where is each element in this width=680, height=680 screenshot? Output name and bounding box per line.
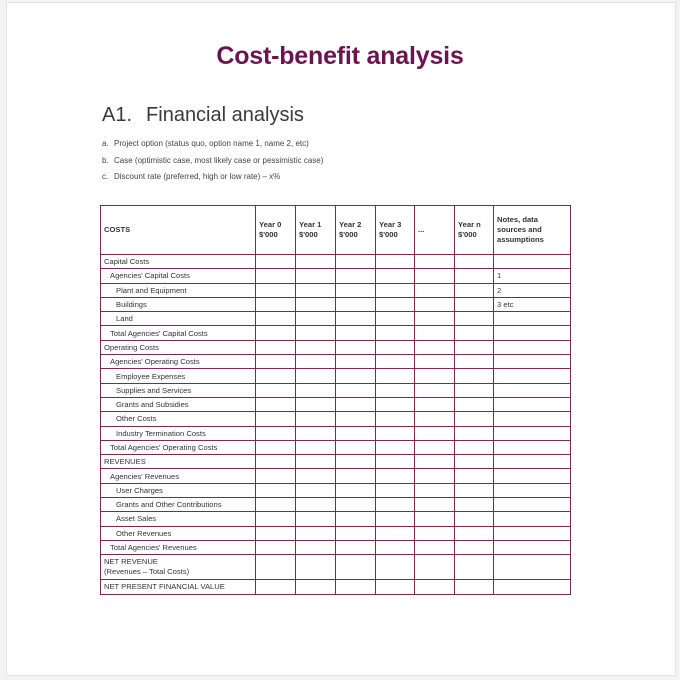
value-cell bbox=[376, 312, 415, 326]
value-cell bbox=[296, 540, 336, 554]
table-row bbox=[101, 297, 571, 311]
value-cell bbox=[336, 369, 376, 383]
value-cell bbox=[376, 412, 415, 426]
note-cell bbox=[494, 255, 571, 269]
value-cell bbox=[376, 483, 415, 497]
value-cell bbox=[256, 340, 296, 354]
value-cell bbox=[376, 355, 415, 369]
value-cell bbox=[455, 555, 494, 580]
row-label bbox=[101, 355, 256, 369]
value-cell bbox=[336, 580, 376, 594]
value-cell bbox=[376, 555, 415, 580]
value-cell bbox=[256, 312, 296, 326]
value-cell bbox=[415, 255, 455, 269]
value-cell bbox=[336, 483, 376, 497]
value-cell bbox=[256, 440, 296, 454]
section-number: A1. bbox=[102, 104, 133, 126]
table-row bbox=[101, 455, 571, 469]
row-label bbox=[101, 540, 256, 554]
note-cell bbox=[494, 526, 571, 540]
value-cell bbox=[415, 283, 455, 297]
value-cell bbox=[296, 469, 336, 483]
value-cell bbox=[415, 498, 455, 512]
value-cell bbox=[415, 540, 455, 554]
row-label-text: Industry Termination Costs bbox=[116, 428, 206, 438]
value-cell bbox=[296, 383, 336, 397]
value-cell bbox=[296, 512, 336, 526]
table-row bbox=[101, 340, 571, 354]
value-cell bbox=[336, 440, 376, 454]
table-row bbox=[101, 326, 571, 340]
value-cell bbox=[376, 512, 415, 526]
value-cell bbox=[256, 383, 296, 397]
value-cell bbox=[296, 326, 336, 340]
note-cell bbox=[494, 326, 571, 340]
row-label-subtext: (Revenues – Total Costs) bbox=[104, 567, 190, 577]
value-cell bbox=[336, 397, 376, 411]
value-cell bbox=[415, 580, 455, 594]
value-cell bbox=[376, 297, 415, 311]
row-label-text: Other Revenues bbox=[116, 528, 172, 538]
value-cell bbox=[376, 455, 415, 469]
financial-analysis-table bbox=[100, 205, 571, 595]
value-cell bbox=[296, 369, 336, 383]
value-cell bbox=[296, 580, 336, 594]
row-label bbox=[101, 440, 256, 454]
value-cell bbox=[455, 469, 494, 483]
value-cell bbox=[415, 297, 455, 311]
value-cell bbox=[376, 498, 415, 512]
value-cell bbox=[376, 383, 415, 397]
table-row bbox=[101, 426, 571, 440]
value-cell bbox=[455, 580, 494, 594]
table-row bbox=[101, 512, 571, 526]
value-cell bbox=[376, 540, 415, 554]
note-cell bbox=[494, 555, 571, 580]
note-cell bbox=[494, 397, 571, 411]
value-cell bbox=[415, 369, 455, 383]
value-cell bbox=[415, 326, 455, 340]
value-cell bbox=[455, 397, 494, 411]
value-cell bbox=[296, 355, 336, 369]
value-cell bbox=[296, 297, 336, 311]
row-label-text: Supplies and Services bbox=[116, 385, 192, 395]
value-cell bbox=[336, 340, 376, 354]
value-cell bbox=[296, 455, 336, 469]
value-cell bbox=[256, 426, 296, 440]
value-cell bbox=[336, 526, 376, 540]
note-cell: 1 bbox=[494, 269, 571, 283]
value-cell bbox=[256, 369, 296, 383]
note-cell bbox=[494, 540, 571, 554]
value-cell bbox=[256, 355, 296, 369]
value-cell bbox=[455, 283, 494, 297]
section-title: Financial analysis bbox=[146, 104, 304, 126]
value-cell bbox=[296, 526, 336, 540]
value-cell bbox=[256, 483, 296, 497]
row-label-text: Buildings bbox=[116, 300, 147, 310]
value-cell bbox=[376, 340, 415, 354]
header-ellipsis: ... bbox=[415, 206, 455, 255]
row-label-text: Capital Costs bbox=[104, 257, 150, 267]
row-label bbox=[101, 555, 256, 580]
row-label-text: NET REVENUE bbox=[104, 557, 158, 567]
row-label-text: Plant and Equipment bbox=[116, 285, 187, 295]
value-cell bbox=[256, 412, 296, 426]
value-cell bbox=[376, 580, 415, 594]
value-cell bbox=[296, 483, 336, 497]
value-cell bbox=[336, 326, 376, 340]
table-row bbox=[101, 412, 571, 426]
value-cell bbox=[376, 526, 415, 540]
value-cell bbox=[415, 340, 455, 354]
value-cell bbox=[256, 526, 296, 540]
value-cell bbox=[415, 412, 455, 426]
row-label-text: Agencies' Operating Costs bbox=[110, 357, 200, 367]
value-cell bbox=[256, 580, 296, 594]
note-cell bbox=[494, 469, 571, 483]
section-heading bbox=[102, 104, 304, 127]
row-label-text: Agencies' Revenues bbox=[110, 471, 179, 481]
value-cell bbox=[376, 255, 415, 269]
value-cell bbox=[336, 312, 376, 326]
value-cell bbox=[376, 269, 415, 283]
note-cell bbox=[494, 412, 571, 426]
value-cell bbox=[336, 297, 376, 311]
value-cell bbox=[256, 455, 296, 469]
row-label bbox=[101, 469, 256, 483]
note-cell bbox=[494, 340, 571, 354]
value-cell bbox=[336, 469, 376, 483]
header-year-0: Year 0 $'000 bbox=[256, 206, 296, 255]
table-row bbox=[101, 255, 571, 269]
value-cell bbox=[455, 255, 494, 269]
value-cell bbox=[256, 555, 296, 580]
option-item: a. Project option (status quo, option name 1, name 2, etc) bbox=[102, 139, 309, 148]
row-label bbox=[101, 297, 256, 311]
value-cell bbox=[455, 426, 494, 440]
value-cell bbox=[455, 326, 494, 340]
row-label bbox=[101, 269, 256, 283]
value-cell bbox=[415, 555, 455, 580]
value-cell bbox=[256, 297, 296, 311]
row-label-text: Operating Costs bbox=[104, 342, 159, 352]
row-label bbox=[101, 426, 256, 440]
value-cell bbox=[256, 540, 296, 554]
value-cell bbox=[336, 255, 376, 269]
value-cell bbox=[376, 283, 415, 297]
table-row bbox=[101, 580, 571, 594]
value-cell bbox=[256, 255, 296, 269]
note-cell: 2 bbox=[494, 283, 571, 297]
value-cell bbox=[455, 483, 494, 497]
row-label-text: Agencies' Capital Costs bbox=[110, 271, 190, 281]
value-cell bbox=[455, 440, 494, 454]
header-year-3: Year 3 $'000 bbox=[376, 206, 415, 255]
value-cell bbox=[455, 355, 494, 369]
value-cell bbox=[415, 469, 455, 483]
row-label bbox=[101, 526, 256, 540]
header-notes: Notes, data sources and assumptions bbox=[494, 206, 571, 255]
value-cell bbox=[455, 540, 494, 554]
note-cell bbox=[494, 355, 571, 369]
row-label-text: Employee Expenses bbox=[116, 371, 186, 381]
value-cell bbox=[455, 269, 494, 283]
value-cell bbox=[415, 526, 455, 540]
row-label-text: User Charges bbox=[116, 485, 163, 495]
value-cell bbox=[296, 269, 336, 283]
row-label bbox=[101, 498, 256, 512]
option-list bbox=[102, 137, 323, 187]
value-cell bbox=[376, 426, 415, 440]
row-label-text: Grants and Subsidies bbox=[116, 400, 189, 410]
value-cell bbox=[415, 440, 455, 454]
value-cell bbox=[336, 498, 376, 512]
row-label bbox=[101, 483, 256, 497]
note-cell bbox=[494, 498, 571, 512]
note-cell: 3 etc bbox=[494, 297, 571, 311]
note-cell bbox=[494, 426, 571, 440]
value-cell bbox=[336, 426, 376, 440]
row-label-text: REVENUES bbox=[104, 457, 146, 467]
row-label-text: NET PRESENT FINANCIAL VALUE bbox=[104, 582, 225, 592]
table-row bbox=[101, 369, 571, 383]
table-header-row bbox=[101, 206, 571, 255]
row-label-text: Total Agencies' Capital Costs bbox=[110, 328, 208, 338]
value-cell bbox=[415, 355, 455, 369]
table-row bbox=[101, 540, 571, 554]
value-cell bbox=[376, 397, 415, 411]
value-cell bbox=[296, 555, 336, 580]
value-cell bbox=[455, 455, 494, 469]
value-cell bbox=[256, 498, 296, 512]
value-cell bbox=[256, 326, 296, 340]
row-label-text: Other Costs bbox=[116, 414, 157, 424]
value-cell bbox=[376, 469, 415, 483]
value-cell bbox=[415, 397, 455, 411]
note-cell bbox=[494, 455, 571, 469]
header-year-n: Year n $'000 bbox=[455, 206, 494, 255]
note-cell bbox=[494, 512, 571, 526]
option-item: c. Discount rate (preferred, high or low rate) – x% bbox=[102, 172, 281, 181]
page-title: Cost-benefit analysis bbox=[216, 42, 464, 70]
row-label bbox=[101, 455, 256, 469]
value-cell bbox=[336, 540, 376, 554]
table-row bbox=[101, 555, 571, 580]
table-row bbox=[101, 383, 571, 397]
row-label-text: Total Agencies' Revenues bbox=[110, 543, 197, 553]
row-label bbox=[101, 369, 256, 383]
table-row bbox=[101, 355, 571, 369]
note-cell bbox=[494, 483, 571, 497]
row-label bbox=[101, 340, 256, 354]
value-cell bbox=[256, 512, 296, 526]
value-cell bbox=[455, 512, 494, 526]
value-cell bbox=[256, 283, 296, 297]
value-cell bbox=[336, 383, 376, 397]
option-item: b. Case (optimistic case, most likely case or pessimistic case) bbox=[102, 155, 324, 165]
value-cell bbox=[455, 340, 494, 354]
value-cell bbox=[336, 355, 376, 369]
value-cell bbox=[296, 283, 336, 297]
row-label bbox=[101, 312, 256, 326]
row-label bbox=[101, 383, 256, 397]
value-cell bbox=[415, 512, 455, 526]
value-cell bbox=[376, 440, 415, 454]
value-cell bbox=[296, 397, 336, 411]
value-cell bbox=[256, 269, 296, 283]
note-cell bbox=[494, 580, 571, 594]
value-cell bbox=[415, 455, 455, 469]
note-cell bbox=[494, 440, 571, 454]
row-label bbox=[101, 580, 256, 594]
value-cell bbox=[455, 498, 494, 512]
table-row bbox=[101, 498, 571, 512]
row-label bbox=[101, 412, 256, 426]
table-row bbox=[101, 440, 571, 454]
value-cell bbox=[256, 469, 296, 483]
table-row bbox=[101, 269, 571, 283]
row-label bbox=[101, 512, 256, 526]
table-row bbox=[101, 283, 571, 297]
value-cell bbox=[415, 383, 455, 397]
note-cell bbox=[494, 383, 571, 397]
value-cell bbox=[296, 255, 336, 269]
row-label bbox=[101, 397, 256, 411]
value-cell bbox=[376, 326, 415, 340]
value-cell bbox=[296, 498, 336, 512]
value-cell bbox=[296, 440, 336, 454]
row-label bbox=[101, 255, 256, 269]
note-cell bbox=[494, 369, 571, 383]
header-costs: COSTS bbox=[101, 206, 256, 255]
value-cell bbox=[296, 426, 336, 440]
value-cell bbox=[415, 269, 455, 283]
value-cell bbox=[336, 555, 376, 580]
value-cell bbox=[455, 526, 494, 540]
table-row bbox=[101, 483, 571, 497]
value-cell bbox=[455, 369, 494, 383]
value-cell bbox=[336, 455, 376, 469]
value-cell bbox=[415, 426, 455, 440]
row-label-text: Total Agencies' Operating Costs bbox=[110, 443, 218, 452]
table-row bbox=[101, 526, 571, 540]
row-label bbox=[101, 326, 256, 340]
value-cell bbox=[336, 283, 376, 297]
value-cell bbox=[256, 397, 296, 411]
value-cell bbox=[415, 312, 455, 326]
value-cell bbox=[455, 297, 494, 311]
table-row bbox=[101, 312, 571, 326]
note-cell bbox=[494, 312, 571, 326]
header-year-2: Year 2 $'000 bbox=[336, 206, 376, 255]
value-cell bbox=[455, 312, 494, 326]
table-row bbox=[101, 469, 571, 483]
table-row bbox=[101, 397, 571, 411]
value-cell bbox=[336, 512, 376, 526]
row-label-text: Grants and Other Contributions bbox=[116, 500, 222, 510]
row-label bbox=[101, 283, 256, 297]
value-cell bbox=[296, 312, 336, 326]
value-cell bbox=[415, 483, 455, 497]
value-cell bbox=[455, 412, 494, 426]
value-cell bbox=[376, 369, 415, 383]
header-year-1: Year 1 $'000 bbox=[296, 206, 336, 255]
row-label-text: Land bbox=[116, 314, 133, 324]
value-cell bbox=[336, 269, 376, 283]
row-label-text: Asset Sales bbox=[116, 514, 157, 524]
value-cell bbox=[296, 340, 336, 354]
value-cell bbox=[455, 383, 494, 397]
value-cell bbox=[336, 412, 376, 426]
value-cell bbox=[296, 412, 336, 426]
